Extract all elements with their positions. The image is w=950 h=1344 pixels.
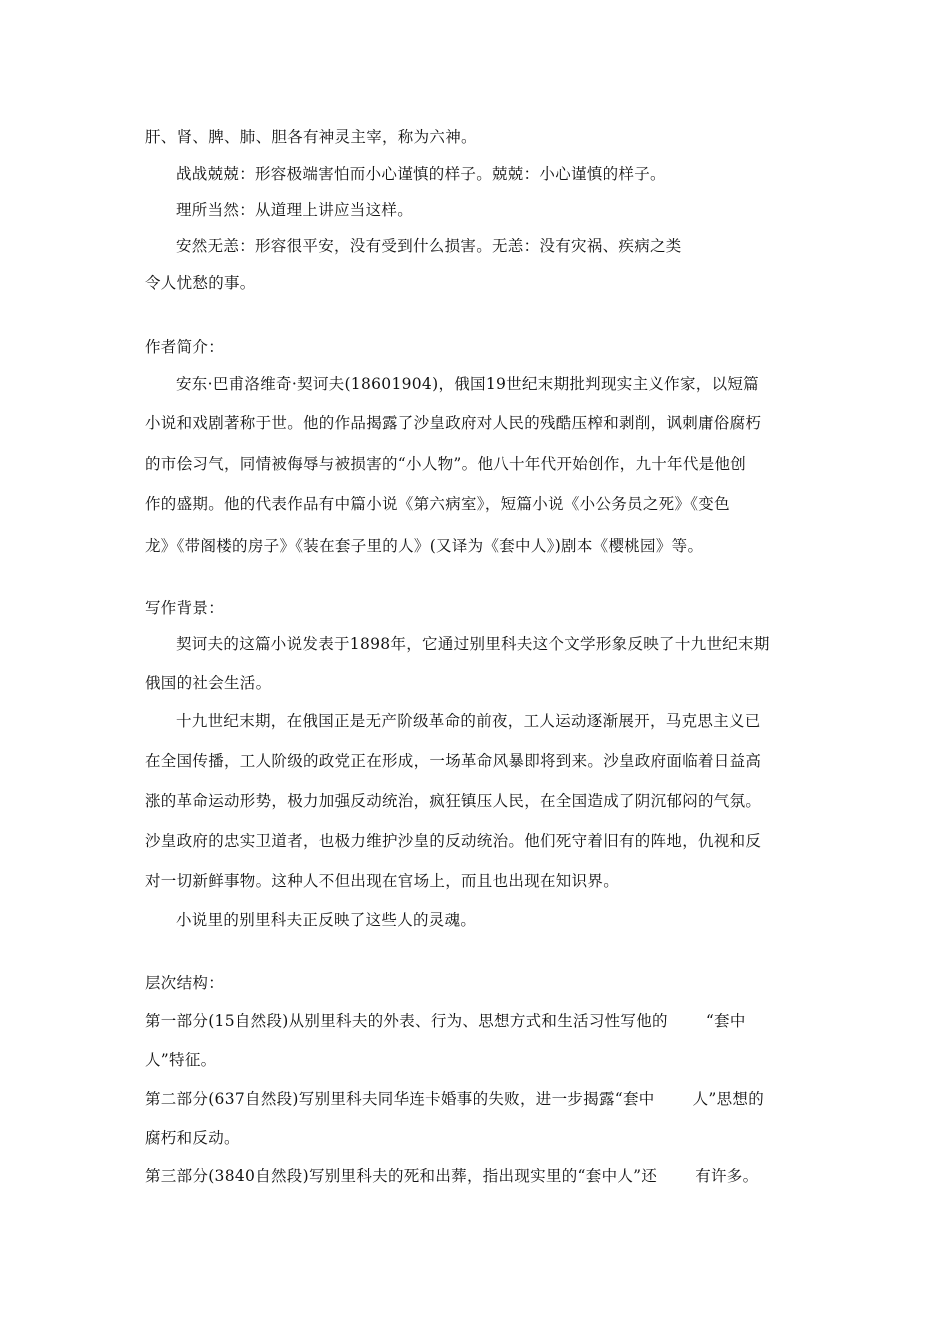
background-line: 俄国的社会生活。 — [145, 674, 272, 692]
structure-part-2: 第二部分(637自然段)写别里科夫同华连卡婚事的失败，进一步揭露“套中 人”思想的 — [145, 1090, 765, 1108]
background-line: 小说里的别里科夫正反映了这些人的灵魂。 — [176, 911, 477, 929]
section-heading-structure: 层次结构： — [145, 974, 225, 992]
author-line: 小说和戏剧著称于世。他的作品揭露了沙皇政府对人民的残酷压榨和剥削，讽刺庸俗腐朽 — [145, 414, 762, 432]
structure-part-2-cont: 腐朽和反动。 — [145, 1129, 240, 1147]
background-line: 对一切新鲜事物。这种人不但出现在官场上，而且也出现在知识界。 — [145, 872, 620, 890]
background-line: 十九世纪末期，在俄国正是无产阶级革命的前夜，工人运动逐渐展开，马克思主义已 — [176, 712, 761, 730]
structure-part-1-cont: 人”特征。 — [145, 1051, 217, 1069]
term-line: 理所当然：从道理上讲应当这样。 — [176, 201, 414, 219]
structure-part-1: 第一部分(15自然段)从别里科夫的外表、行为、思想方式和生活习性写他的 “套中 — [145, 1012, 746, 1030]
author-line: 龙》《带阁楼的房子》《装在套子里的人》(又译为《套中人》)剧本《樱桃园》等。 — [145, 537, 704, 555]
author-line: 作的盛期。他的代表作品有中篇小说《第六病室》，短篇小说《小公务员之死》《变色 — [145, 495, 730, 513]
term-line: 令人忧愁的事。 — [145, 274, 256, 292]
term-line: 肝、肾、脾、肺、胆各有神灵主宰，称为六神。 — [145, 128, 477, 146]
author-line: 安东·巴甫洛维奇·契诃夫(18601904)，俄国19世纪末期批判现实主义作家，以短篇 — [176, 375, 759, 393]
structure-part-3: 第三部分(3840自然段)写别里科夫的死和出葬，指出现实里的“套中人”还 有许多。 — [145, 1167, 759, 1185]
author-line: 的市侩习气，同情被侮辱与被损害的“小人物”。他八十年代开始创作，九十年代是他创 — [145, 455, 747, 473]
background-line: 沙皇政府的忠实卫道者，也极力维护沙皇的反动统治。他们死守着旧有的阵地，仇视和反 — [145, 832, 762, 850]
section-heading-author: 作者简介： — [145, 338, 225, 356]
term-line: 战战兢兢：形容极端害怕而小心谨慎的样子。兢兢：小心谨慎的样子。 — [176, 165, 666, 183]
background-line: 契诃夫的这篇小说发表于1898年，它通过别里科夫这个文学形象反映了十九世纪末期 — [176, 635, 770, 653]
section-heading-background: 写作背景： — [145, 599, 225, 617]
background-line: 在全国传播，工人阶级的政党正在形成，一场革命风暴即将到来。沙皇政府面临着日益高 — [145, 752, 762, 770]
background-line: 涨的革命运动形势，极力加强反动统治，疯狂镇压人民，在全国造成了阴沉郁闷的气氛。 — [145, 792, 762, 810]
term-line: 安然无恙：形容很平安，没有受到什么损害。无恙：没有灾祸、疾病之类 — [176, 237, 682, 255]
